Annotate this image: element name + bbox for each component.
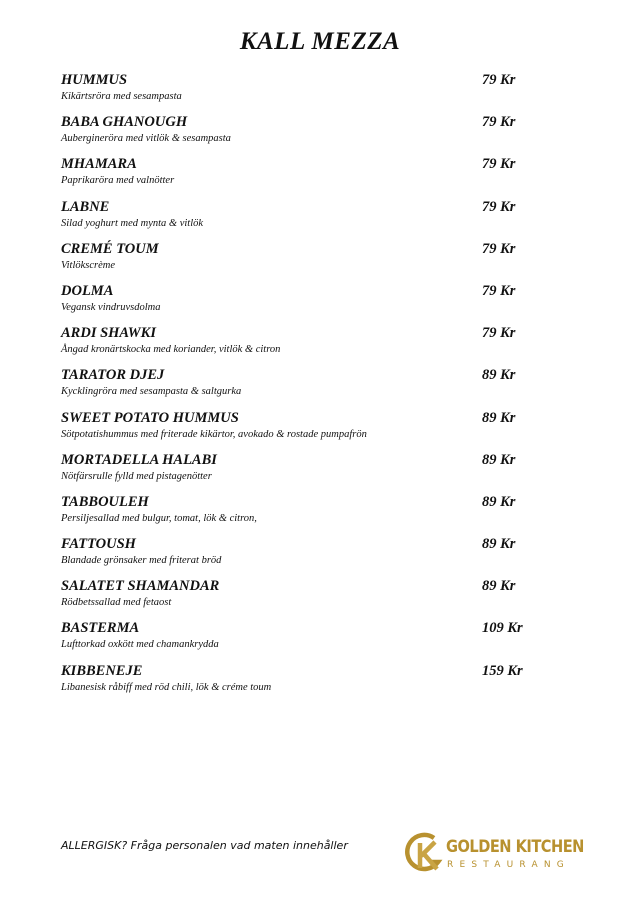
menu-item bbox=[61, 620, 541, 662]
item-description: Sötpotatishummus med friterade kikärtor, avokado & rostade pumpafrön bbox=[61, 428, 367, 440]
menu-item bbox=[61, 494, 541, 536]
item-name: ARDI SHAWKI bbox=[61, 325, 156, 342]
item-name: KIBBENEJE bbox=[61, 662, 143, 679]
item-name: SWEET POTATO HUMMUS bbox=[61, 409, 239, 426]
item-price: 79 Kr bbox=[482, 325, 516, 342]
menu-item bbox=[61, 283, 541, 325]
logo-name: GOLDEN KITCHEN bbox=[446, 837, 584, 857]
item-description: Kycklingröra med sesampasta & saltgurka bbox=[61, 386, 242, 398]
menu-item bbox=[61, 156, 541, 198]
item-name: FATTOUSH bbox=[61, 536, 136, 553]
page-title: KALL MEZZA bbox=[239, 28, 401, 55]
menu-item bbox=[61, 325, 541, 367]
menu-list bbox=[61, 72, 541, 705]
logo-subtitle: RESTAURANG bbox=[447, 860, 570, 870]
menu-item bbox=[61, 663, 541, 705]
item-name: LABNE bbox=[61, 198, 110, 215]
item-price: 79 Kr bbox=[482, 240, 516, 257]
menu-item bbox=[61, 72, 541, 114]
item-name: BABA GHANOUGH bbox=[61, 114, 188, 131]
item-price: 79 Kr bbox=[482, 156, 516, 173]
menu-item bbox=[61, 241, 541, 283]
item-description: Aubergineröra med vitlök & sesampasta bbox=[61, 133, 231, 145]
item-name: BASTERMA bbox=[61, 620, 140, 637]
item-price: 89 Kr bbox=[482, 578, 516, 595]
allergy-note: ALLERGISK? Fråga personalen vad maten innehåller bbox=[61, 839, 348, 852]
item-description: Vegansk vindruvsdolma bbox=[61, 301, 161, 313]
menu-item bbox=[61, 367, 541, 409]
item-description: Rödbetssallad med fetaost bbox=[61, 597, 172, 609]
item-description: Blandade grönsaker med friterat bröd bbox=[61, 555, 222, 567]
menu-item bbox=[61, 114, 541, 156]
item-name: TARATOR DJEJ bbox=[61, 367, 165, 384]
item-price: 89 Kr bbox=[482, 367, 516, 384]
item-description: Paprikaröra med valnötter bbox=[61, 175, 175, 187]
item-price: 89 Kr bbox=[482, 451, 516, 468]
item-price: 79 Kr bbox=[482, 72, 516, 88]
item-description: Kikärtsröra med sesampasta bbox=[61, 91, 182, 102]
item-description: Ångad kronärtskocka med koriander, vitlök & citron bbox=[61, 344, 281, 356]
item-description: Lufttorkad oxkött med chamankrydda bbox=[61, 639, 219, 651]
menu-item bbox=[61, 199, 541, 241]
item-name: MHAMARA bbox=[61, 156, 137, 173]
item-price: 109 Kr bbox=[482, 620, 523, 637]
item-description: Vitlökscrème bbox=[61, 259, 116, 271]
item-name: MORTADELLA HALABI bbox=[61, 451, 217, 468]
item-price: 89 Kr bbox=[482, 536, 516, 553]
item-name: SALATET SHAMANDAR bbox=[61, 578, 220, 595]
menu-item bbox=[61, 578, 541, 620]
item-name: HUMMUS bbox=[61, 72, 128, 88]
restaurant-logo bbox=[404, 832, 584, 878]
item-price: 79 Kr bbox=[482, 114, 516, 131]
item-name: TABBOULEH bbox=[61, 493, 149, 510]
item-price: 89 Kr bbox=[482, 409, 516, 426]
item-name: DOLMA bbox=[61, 282, 114, 299]
item-description: Libanesisk råbiff med röd chili, lök & créme toum bbox=[61, 681, 272, 693]
item-price: 79 Kr bbox=[482, 282, 516, 299]
item-price: 79 Kr bbox=[482, 198, 516, 215]
item-description: Persiljesallad med bulgur, tomat, lök & citron, bbox=[61, 512, 257, 524]
item-description: Silad yoghurt med mynta & vitlök bbox=[61, 217, 204, 229]
item-price: 89 Kr bbox=[482, 493, 516, 510]
menu-item bbox=[61, 536, 541, 578]
menu-item bbox=[61, 452, 541, 494]
item-description: Nötfärsrulle fylld med pistagenötter bbox=[61, 470, 212, 482]
item-price: 159 Kr bbox=[482, 662, 523, 679]
menu-item bbox=[61, 410, 541, 452]
item-name: CREMÉ TOUM bbox=[61, 240, 159, 257]
gk-monogram-icon bbox=[404, 832, 444, 876]
